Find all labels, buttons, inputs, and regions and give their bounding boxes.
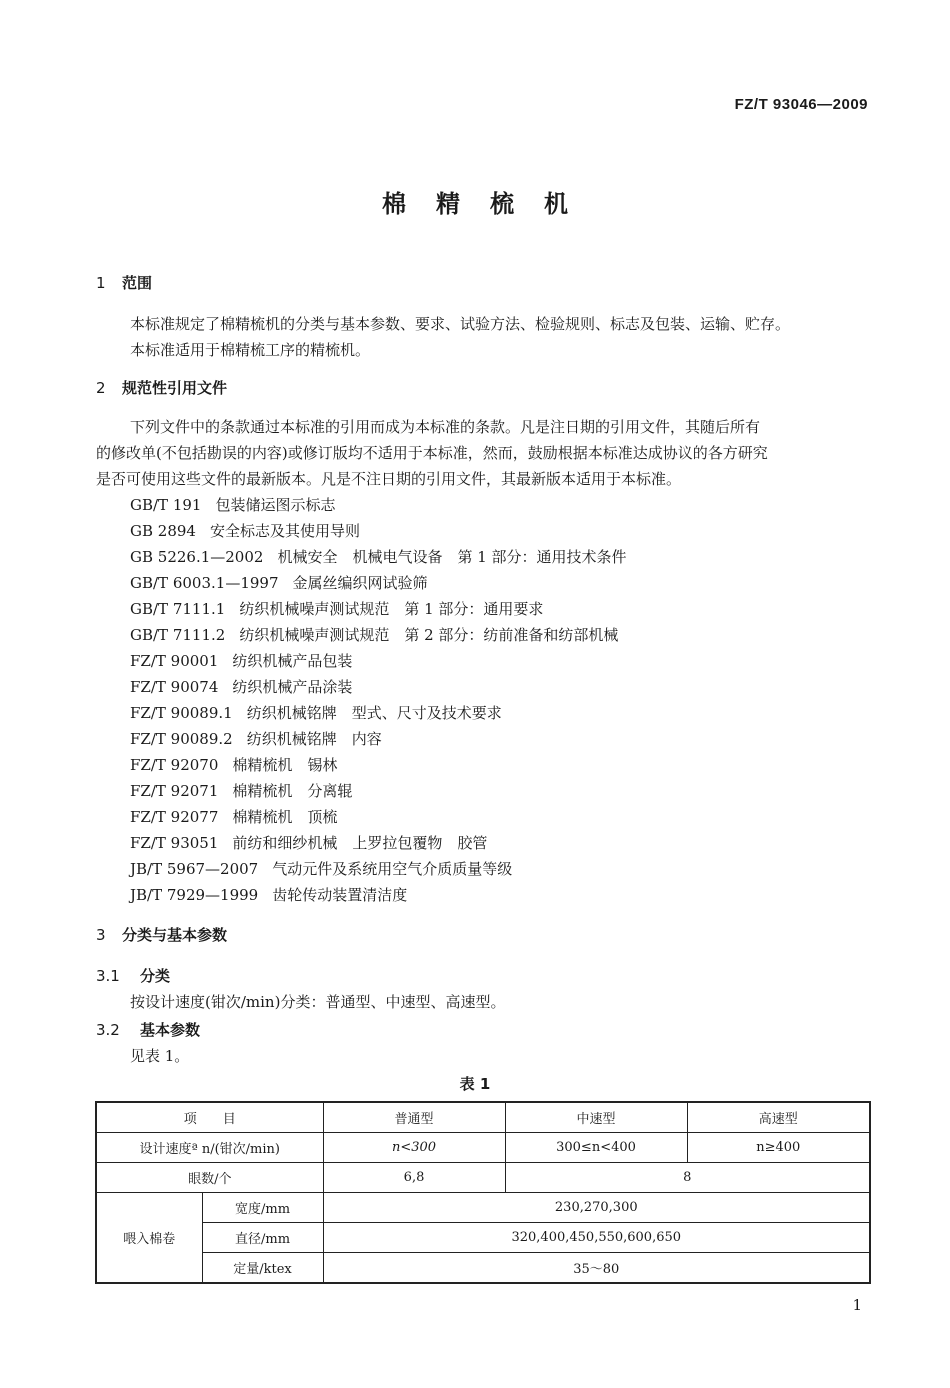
table-row bbox=[96, 1223, 870, 1253]
reference-code: GB/T 6003.1—1997 bbox=[130, 574, 279, 592]
section-3-1-heading bbox=[96, 965, 170, 986]
reference-title: 纺织机械产品涂装 bbox=[232, 678, 353, 696]
scope-paragraph-2: 本标准适用于棉精梳工序的精梳机。 bbox=[130, 341, 371, 359]
table-cell: 6,8 bbox=[323, 1163, 505, 1193]
reference-item bbox=[130, 624, 618, 645]
reference-item bbox=[130, 676, 352, 697]
classification-text: 按设计速度(钳次/min)分类：普通型、中速型、高速型。 bbox=[130, 993, 506, 1011]
reference-item bbox=[130, 702, 502, 723]
section-number: 1 bbox=[96, 274, 106, 292]
section-3-heading bbox=[96, 924, 227, 945]
reference-code: GB/T 191 bbox=[130, 496, 202, 514]
table-header-high: 高速型 bbox=[687, 1102, 870, 1133]
table-cell-group-label: 喂入棉卷 bbox=[96, 1193, 202, 1284]
reference-title: 安全标志及其使用导则 bbox=[209, 522, 360, 540]
section-title: 分类 bbox=[140, 967, 171, 985]
document-title: 棉精梳机 bbox=[382, 190, 598, 218]
reference-title: 纺织机械产品包装 bbox=[232, 652, 353, 670]
reference-code: GB 2894 bbox=[130, 522, 196, 540]
reference-item bbox=[130, 832, 487, 853]
reference-item bbox=[130, 884, 407, 905]
reference-code: FZ/T 92070 bbox=[130, 756, 219, 774]
reference-title: 棉精梳机 锡林 bbox=[232, 756, 338, 774]
basic-parameters-table bbox=[95, 1101, 871, 1284]
section-number: 3.1 bbox=[96, 967, 120, 985]
reference-code: GB 5226.1—2002 bbox=[130, 548, 264, 566]
table-cell: 300≤n<400 bbox=[505, 1133, 687, 1163]
reference-title: 机械安全 机械电气设备 第 1 部分：通用技术条件 bbox=[277, 548, 627, 566]
references-intro-line-3: 是否可使用这些文件的最新版本。凡是不注日期的引用文件，其最新版本适用于本标准。 bbox=[96, 470, 682, 488]
table-row bbox=[96, 1253, 870, 1284]
section-number: 3.2 bbox=[96, 1021, 120, 1039]
table-cell: 35～80 bbox=[323, 1253, 870, 1284]
standard-code: FZ/T 93046—2009 bbox=[734, 96, 868, 113]
reference-item bbox=[130, 858, 512, 879]
section-title: 规范性引用文件 bbox=[122, 379, 228, 397]
reference-title: 纺织机械铭牌 内容 bbox=[246, 730, 382, 748]
table-cell: 320,400,450,550,600,650 bbox=[323, 1223, 870, 1253]
section-title: 基本参数 bbox=[140, 1021, 201, 1039]
reference-code: JB/T 5967—2007 bbox=[130, 860, 259, 878]
reference-code: FZ/T 92077 bbox=[130, 808, 219, 826]
table-cell: n≥400 bbox=[687, 1133, 870, 1163]
reference-item bbox=[130, 546, 627, 567]
table-header-medium: 中速型 bbox=[505, 1102, 687, 1133]
table-cell-label: 定量/ktex bbox=[202, 1253, 323, 1284]
table-cell: 230,270,300 bbox=[323, 1193, 870, 1223]
reference-item bbox=[130, 572, 428, 593]
reference-item bbox=[130, 780, 352, 801]
reference-title: 前纺和细纱机械 上罗拉包覆物 胶管 bbox=[232, 834, 488, 852]
table-caption: 表 1 bbox=[459, 1075, 491, 1093]
reference-code: FZ/T 90089.1 bbox=[130, 704, 233, 722]
page-number: 1 bbox=[852, 1296, 862, 1314]
table-header-normal: 普通型 bbox=[323, 1102, 505, 1133]
reference-title: 齿轮传动装置清洁度 bbox=[272, 886, 408, 904]
section-number: 2 bbox=[96, 379, 106, 397]
section-1-heading bbox=[96, 272, 152, 293]
reference-title: 纺织机械噪声测试规范 第 1 部分：通用要求 bbox=[239, 600, 544, 618]
references-intro-line-1: 下列文件中的条款通过本标准的引用而成为本标准的条款。凡是注日期的引用文件，其随后所有 bbox=[130, 418, 761, 436]
reference-title: 气动元件及系统用空气介质质量等级 bbox=[272, 860, 513, 878]
table-cell: n<300 bbox=[323, 1133, 505, 1163]
section-3-2-heading bbox=[96, 1019, 200, 1040]
reference-title: 金属丝编织网试验筛 bbox=[292, 574, 428, 592]
reference-code: FZ/T 93051 bbox=[130, 834, 219, 852]
table-header-item: 项 目 bbox=[96, 1102, 323, 1133]
section-title: 范围 bbox=[122, 274, 153, 292]
basic-parameters-text: 见表 1。 bbox=[130, 1047, 190, 1065]
table-cell-label: 眼数/个 bbox=[96, 1163, 323, 1193]
reference-title: 纺织机械铭牌 型式、尺寸及技术要求 bbox=[246, 704, 502, 722]
table-cell-label: 直径/mm bbox=[202, 1223, 323, 1253]
reference-title: 棉精梳机 顶梳 bbox=[232, 808, 338, 826]
table-cell: 8 bbox=[505, 1163, 870, 1193]
table-row bbox=[96, 1163, 870, 1193]
reference-code: GB/T 7111.1 bbox=[130, 600, 226, 618]
reference-code: FZ/T 92071 bbox=[130, 782, 219, 800]
reference-item bbox=[130, 806, 337, 827]
reference-code: FZ/T 90001 bbox=[130, 652, 219, 670]
reference-title: 包装储运图示标志 bbox=[215, 496, 336, 514]
section-number: 3 bbox=[96, 926, 106, 944]
section-2-heading bbox=[96, 377, 227, 398]
reference-code: JB/T 7929—1999 bbox=[130, 886, 259, 904]
reference-item bbox=[130, 598, 543, 619]
table-cell-label: 宽度/mm bbox=[202, 1193, 323, 1223]
reference-title: 纺织机械噪声测试规范 第 2 部分：纺前准备和纺部机械 bbox=[239, 626, 619, 644]
reference-title: 棉精梳机 分离辊 bbox=[232, 782, 353, 800]
reference-item bbox=[130, 520, 360, 541]
section-title: 分类与基本参数 bbox=[122, 926, 228, 944]
table-row bbox=[96, 1133, 870, 1163]
reference-item bbox=[130, 728, 382, 749]
scope-paragraph-1: 本标准规定了棉精梳机的分类与基本参数、要求、试验方法、检验规则、标志及包装、运输、贮存。 bbox=[130, 315, 791, 333]
reference-code: GB/T 7111.2 bbox=[130, 626, 226, 644]
reference-item bbox=[130, 494, 335, 515]
reference-code: FZ/T 90089.2 bbox=[130, 730, 233, 748]
table-row bbox=[96, 1193, 870, 1223]
reference-code: FZ/T 90074 bbox=[130, 678, 219, 696]
table-header-row bbox=[96, 1102, 870, 1133]
reference-item bbox=[130, 650, 352, 671]
references-intro-line-2: 的修改单(不包括勘误的内容)或修订版均不适用于本标准，然而，鼓励根据本标准达成协议的各方研究 bbox=[96, 444, 768, 462]
reference-item bbox=[130, 754, 337, 775]
table-cell-label: 设计速度ª n/(钳次/min) bbox=[96, 1133, 323, 1163]
